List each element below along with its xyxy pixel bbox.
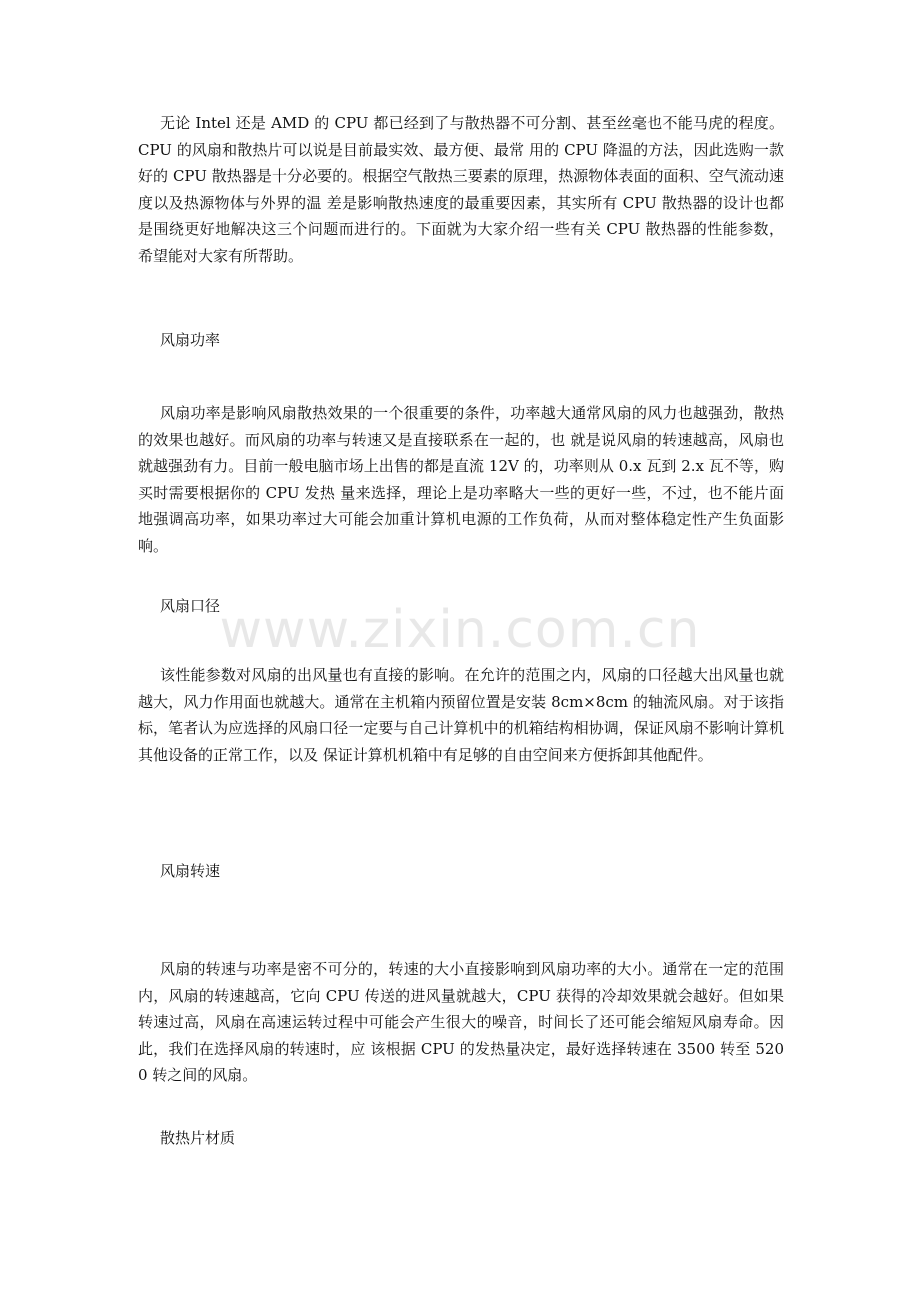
heading-fan-power: 风扇功率 xyxy=(160,331,221,349)
site-watermark: www.zixin.com.cn xyxy=(219,600,701,660)
intro-paragraph: 无论 Intel 还是 AMD 的 CPU 都已经到了与散热器不可分割、甚至丝毫也不能马虎的程度。CPU 的风扇和散热片可以说是目前最实效、最方便、最常 用的 CPU 降温的方法，因此选购一款好的 CPU 散热器是十分必要的。根据空气散热三要素的原理，热源物体表面的面积、空气流动速度以及热源物体与外界的温 差是影响散热速度的最重要因素，其实所有 CPU 散热器的设计也都是围绕更好地解决这三个问题而进行的。下面就为大家介绍一些有关 CPU 散热器的性能参数， 希望能对大家有所帮助。 xyxy=(138,114,784,265)
heading-fan-diameter: 风扇口径 xyxy=(160,597,221,615)
fan-speed-paragraph: 风扇的转速与功率是密不可分的，转速的大小直接影响到风扇功率的大小。通常在一定的范围内，风扇的转速越高，它向 CPU 传送的进风量就越大，CPU 获得的冷却效果就会越好。但如果转速过高，风扇在高速运转过程中可能会产生很大的噪音，时间长了还可能会缩短风扇寿命。因此，我们在选择风扇的转速时，应 该根据 CPU 的发热量决定，最好选择转速在 3500 转至 5200 转之间的风扇。 xyxy=(138,960,784,1084)
heading-fan-speed: 风扇转速 xyxy=(160,862,221,880)
fan-diameter-paragraph: 该性能参数对风扇的出风量也有直接的影响。在允许的范围之内，风扇的口径越大出风量也就越大，风力作用面也就越大。通常在主机箱内预留位置是安装 8cm×8cm 的轴流风扇。对于该指标，笔者认为应选择的风扇口径一定要与自己计算机中的机箱结构相协调，保证风扇不影响计算机其他设备的正常工作，以及 保证计算机机箱中有足够的自由空间来方便拆卸其他配件。 xyxy=(138,666,784,764)
heading-heatsink-material: 散热片材质 xyxy=(160,1129,236,1147)
fan-power-paragraph: 风扇功率是影响风扇散热效果的一个很重要的条件，功率越大通常风扇的风力也越强劲，散热的效果也越好。而风扇的功率与转速又是直接联系在一起的，也 就是说风扇的转速越高，风扇也就越强劲有力。目前一般电脑市场上出售的都是直流 12V 的，功率则从 0.x 瓦到 2.x 瓦不等，购买时需要根据你的 CPU 发热 量来选择，理论上是功率略大一些的更好一些，不过，也不能片面地强调高功率，如果功率过大可能会加重计算机电源的工作负荷，从而对整体稳定性产生负面影 响。 xyxy=(138,404,784,555)
